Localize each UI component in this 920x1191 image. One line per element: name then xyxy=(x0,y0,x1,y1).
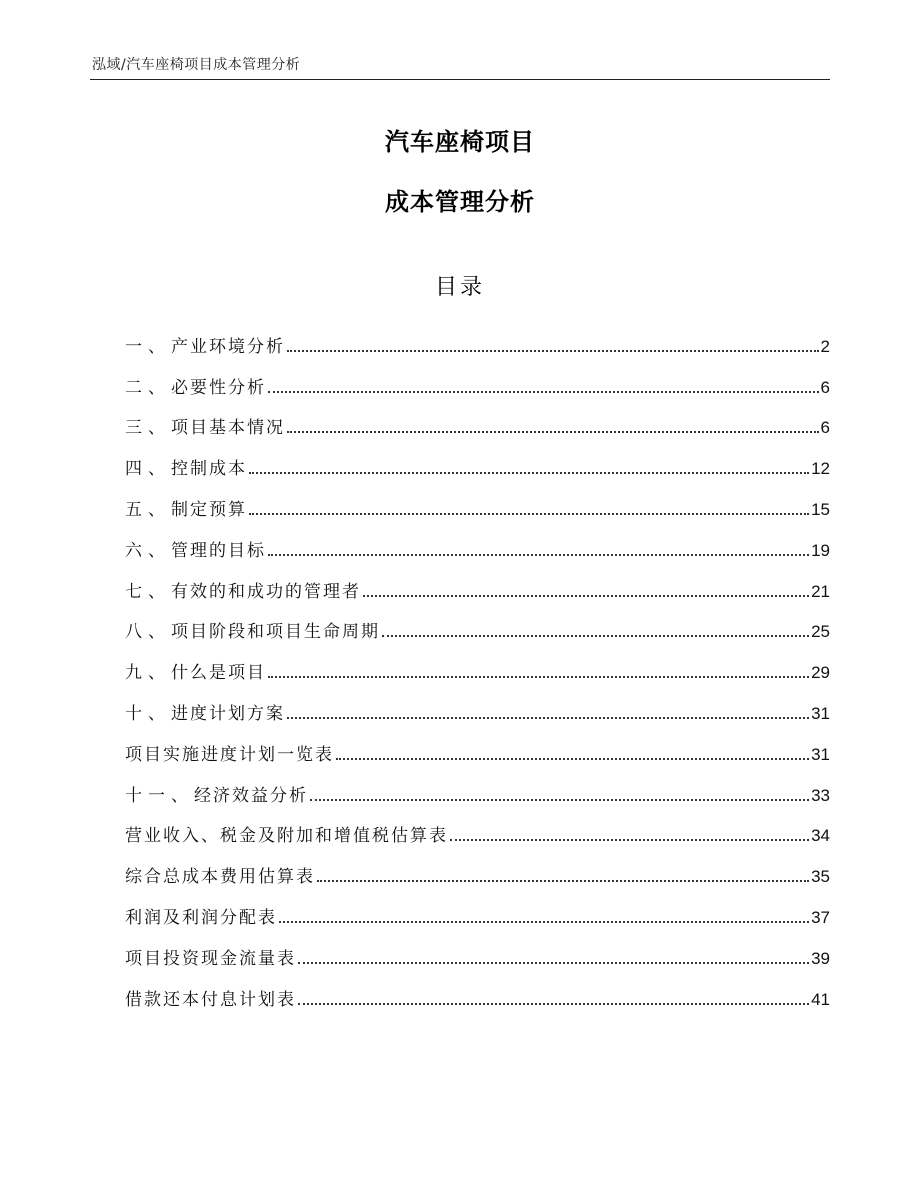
toc-entry-title xyxy=(125,862,315,893)
toc-entry-page-number: 6 xyxy=(820,418,830,438)
toc-entry[interactable] xyxy=(125,608,830,649)
toc-entry-page-number: 15 xyxy=(811,499,830,519)
toc-entry[interactable] xyxy=(125,730,830,771)
toc-entry-label: 管理的目标 xyxy=(171,540,266,561)
toc-entry-page-number: 25 xyxy=(811,622,830,642)
toc-entry-number: 七、 xyxy=(125,581,171,602)
toc-entry-number: 一、 xyxy=(125,336,171,357)
toc-entry[interactable] xyxy=(125,771,830,812)
document-title-line2: 成本管理分析 xyxy=(385,188,535,216)
toc-entry-page-number: 39 xyxy=(811,948,830,968)
toc-entry[interactable] xyxy=(125,648,830,689)
toc-entry[interactable] xyxy=(125,812,830,853)
toc-entry-label: 综合总成本费用估算表 xyxy=(125,867,315,888)
toc-entry-label: 利润及利润分配表 xyxy=(125,907,277,928)
toc-entry-number: 六、 xyxy=(125,540,171,561)
toc-entry-title xyxy=(125,536,266,567)
toc-entry[interactable] xyxy=(125,975,830,1016)
toc-entry-page-number: 6 xyxy=(820,377,830,397)
toc-entry[interactable] xyxy=(125,893,830,934)
toc-entry-title xyxy=(125,699,285,730)
toc-entry-title xyxy=(125,781,308,812)
toc-entry-title xyxy=(125,617,380,648)
toc-entry-number: 二、 xyxy=(125,377,171,398)
toc-dot-leader xyxy=(336,758,809,760)
toc-dot-leader xyxy=(450,839,809,841)
toc-entry-label: 借款还本付息计划表 xyxy=(125,989,296,1010)
toc-entry-label: 项目基本情况 xyxy=(171,418,285,439)
toc-dot-leader xyxy=(382,635,809,637)
toc-entry-label: 必要性分析 xyxy=(171,377,266,398)
toc-entry-label: 制定预算 xyxy=(171,499,247,520)
toc-entry-page-number: 31 xyxy=(811,744,830,764)
header-breadcrumb: 泓域/汽车座椅项目成本管理分析 xyxy=(92,57,301,73)
toc-dot-leader xyxy=(298,962,809,964)
toc-dot-leader xyxy=(249,513,809,515)
toc-dot-leader xyxy=(279,921,809,923)
toc-entry-title xyxy=(125,454,247,485)
toc-dot-leader xyxy=(268,391,819,393)
toc-entry-title xyxy=(125,413,285,444)
toc-dot-leader xyxy=(310,799,809,801)
toc-entry-number: 五、 xyxy=(125,499,171,520)
toc-entry-label: 经济效益分析 xyxy=(194,785,308,806)
toc-entry-label: 有效的和成功的管理者 xyxy=(171,581,361,602)
toc-entry[interactable] xyxy=(125,404,830,445)
toc-entry-title xyxy=(125,821,448,852)
toc-dot-leader xyxy=(287,717,809,719)
toc-entry-number: 九、 xyxy=(125,663,171,684)
toc-entry[interactable] xyxy=(125,444,830,485)
toc-entry-page-number: 34 xyxy=(811,826,830,846)
toc-entry-page-number: 29 xyxy=(811,663,830,683)
running-header xyxy=(90,50,830,80)
toc-dot-leader xyxy=(287,350,819,352)
toc-entry-label: 项目实施进度计划一览表 xyxy=(125,744,334,765)
toc-entry-label: 产业环境分析 xyxy=(171,336,285,357)
toc-entry-title xyxy=(125,985,296,1016)
toc-entry[interactable] xyxy=(125,852,830,893)
toc-entry-title xyxy=(125,903,277,934)
toc-entry-label: 项目投资现金流量表 xyxy=(125,948,296,969)
toc-dot-leader xyxy=(287,431,819,433)
toc-entry-title xyxy=(125,577,361,608)
toc-entry-page-number: 12 xyxy=(811,459,830,479)
toc-entry-page-number: 21 xyxy=(811,581,830,601)
toc-dot-leader xyxy=(317,880,809,882)
toc-entry-label: 控制成本 xyxy=(171,459,247,480)
toc-entry-title xyxy=(125,495,247,526)
toc-entry-title xyxy=(125,740,334,771)
toc-entry-page-number: 31 xyxy=(811,703,830,723)
toc-entry-title xyxy=(125,373,266,404)
toc-entry[interactable] xyxy=(125,363,830,404)
toc-entry-number: 十一、 xyxy=(125,785,194,806)
toc-entry-number: 四、 xyxy=(125,459,171,480)
toc-entry-title xyxy=(125,658,266,689)
toc-entry[interactable] xyxy=(125,485,830,526)
toc-dot-leader xyxy=(249,472,809,474)
document-title-line1: 汽车座椅项目 xyxy=(385,128,535,156)
toc-entry[interactable] xyxy=(125,567,830,608)
toc-dot-leader xyxy=(363,595,809,597)
toc-entry[interactable] xyxy=(125,526,830,567)
toc-entry-label: 项目阶段和项目生命周期 xyxy=(171,622,380,643)
toc-heading: 目录 xyxy=(434,275,485,300)
toc-entry-label: 进度计划方案 xyxy=(171,703,285,724)
toc-entry-page-number: 37 xyxy=(811,907,830,927)
toc-entry[interactable] xyxy=(125,934,830,975)
toc-entry-page-number: 41 xyxy=(811,989,830,1009)
toc-entry-number: 十、 xyxy=(125,703,171,724)
toc-entry-page-number: 2 xyxy=(820,336,830,356)
toc-entry[interactable] xyxy=(125,689,830,730)
toc-dot-leader xyxy=(268,554,809,556)
toc-entry[interactable] xyxy=(125,322,830,363)
toc-dot-leader xyxy=(298,1003,809,1005)
toc-entry-page-number: 33 xyxy=(811,785,830,805)
toc-dot-leader xyxy=(268,676,809,678)
toc-entry-number: 八、 xyxy=(125,622,171,643)
table-of-contents xyxy=(125,322,830,1016)
toc-entry-number: 三、 xyxy=(125,418,171,439)
toc-entry-label: 营业收入、税金及附加和增值税估算表 xyxy=(125,826,448,847)
toc-entry-title xyxy=(125,944,296,975)
toc-entry-title xyxy=(125,332,285,363)
toc-entry-page-number: 35 xyxy=(811,867,830,887)
toc-entry-page-number: 19 xyxy=(811,540,830,560)
toc-entry-label: 什么是项目 xyxy=(171,663,266,684)
